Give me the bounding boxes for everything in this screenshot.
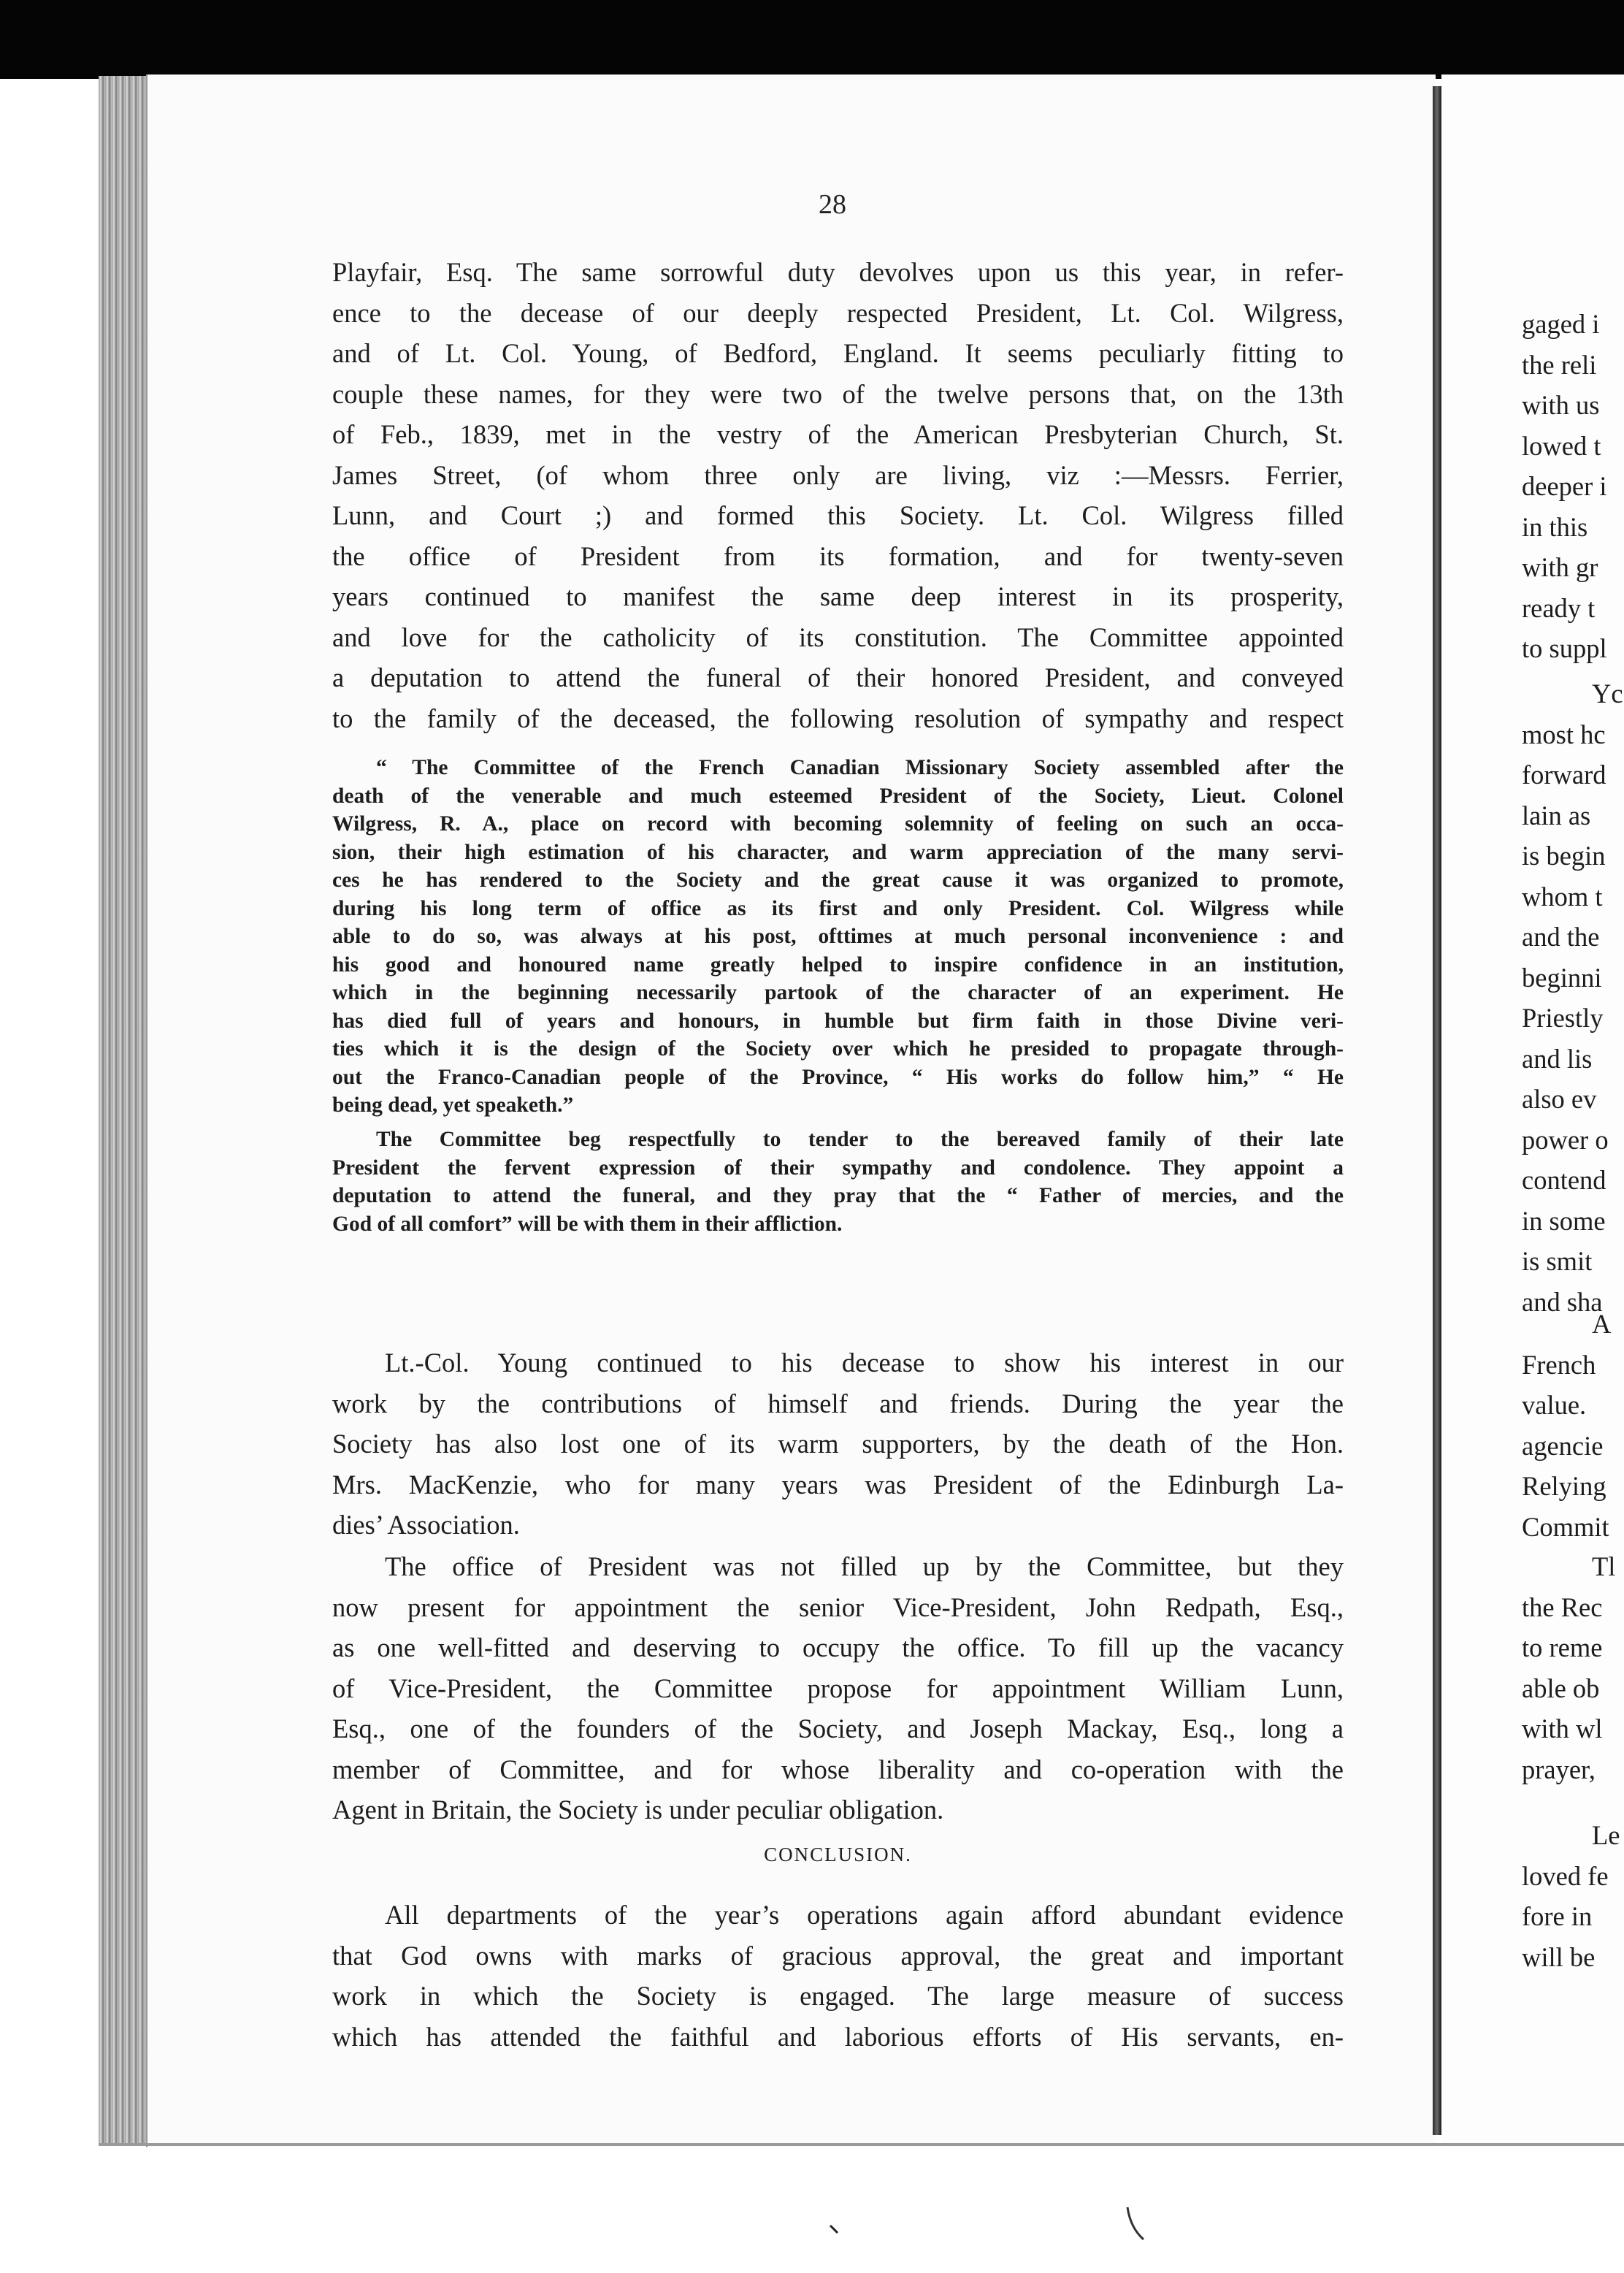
text-line: Agent in Britain, the Society is under peculiar obligation. bbox=[332, 1795, 944, 1825]
right-page-text-block bbox=[1522, 304, 1624, 669]
text-line: has died full of years and honours, in humble but firm faith in those Divine veri- bbox=[332, 1009, 1344, 1033]
right-page-text-block bbox=[1522, 1304, 1624, 1547]
young-paragraph bbox=[332, 1342, 1344, 1546]
text-line: James Street, (of whom three only are living, viz :—Messrs. Ferrier, bbox=[332, 459, 1344, 490]
president-paragraph bbox=[332, 1546, 1344, 1830]
text-line: loved fe bbox=[1522, 1860, 1609, 1891]
text-line: with gr bbox=[1522, 552, 1598, 582]
text-line: to the family of the deceased, the following resolution of sympathy and respect bbox=[332, 703, 1344, 733]
text-line: God of all comfort” will be with them in their affliction. bbox=[332, 1212, 843, 1236]
text-line: All departments of the year’s operations again afford abundant evidence bbox=[385, 1900, 1344, 1930]
text-line: that God owns with marks of gracious approval, the great and important bbox=[332, 1940, 1344, 1971]
text-line: forward bbox=[1522, 760, 1606, 790]
text-line: work by the contributions of himself and friends. During the year the bbox=[332, 1388, 1344, 1418]
text-line: his good and honoured name greatly helped to inspire confidence in an institution, bbox=[332, 952, 1344, 977]
scan-speck bbox=[829, 2224, 839, 2234]
text-line: of Feb., 1839, met in the vestry of the American Presbyterian Church, St. bbox=[332, 419, 1344, 449]
text-line: Lt.-Col. Young continued to his decease to show his interest in our bbox=[385, 1348, 1344, 1378]
text-line: Playfair, Esq. The same sorrowful duty devolves upon us this year, in refer- bbox=[332, 257, 1344, 287]
text-line: “ The Committee of the French Canadian Missionary Society assembled after the bbox=[376, 756, 1344, 779]
text-line: to suppl bbox=[1522, 633, 1607, 663]
text-line: Le bbox=[1592, 1820, 1620, 1850]
text-line: out the Franco-Canadian people of the Province, “ His works do follow him,” “ He bbox=[332, 1065, 1344, 1089]
text-line: and of Lt. Col. Young, of Bedford, England. It seems peculiarly fitting to bbox=[332, 338, 1344, 368]
text-line: power o bbox=[1522, 1124, 1609, 1155]
text-line: able to do so, was always at his post, ofttimes at much personal inconvenience : and bbox=[332, 925, 1344, 948]
text-line: lowed t bbox=[1522, 430, 1601, 461]
text-line: and love for the catholicity of its constitution. The Committee appointed bbox=[332, 622, 1344, 652]
condolence-quote bbox=[332, 1126, 1344, 1238]
text-line: member of Committee, and for whose liberality and co-operation with the bbox=[332, 1754, 1344, 1784]
scan-mark bbox=[1125, 2206, 1146, 2242]
text-line: in some bbox=[1522, 1205, 1606, 1236]
text-line: ties which it is the design of the Society over which he presided to propagate through- bbox=[332, 1037, 1344, 1061]
text-line: and lis bbox=[1522, 1043, 1593, 1074]
text-line: value. bbox=[1522, 1390, 1587, 1420]
text-line: sion, their high estimation of his character, and warm appreciation of the many servi- bbox=[332, 840, 1344, 864]
text-line: ence to the decease of our deeply respected President, Lt. Col. Wilgress, bbox=[332, 297, 1344, 328]
text-line: the office of President from its formation, and for twenty-seven bbox=[332, 540, 1344, 571]
book-gutter bbox=[1433, 86, 1441, 2135]
text-line: whom t bbox=[1522, 881, 1603, 912]
text-line: A bbox=[1592, 1309, 1612, 1339]
text-line: dies’ Association. bbox=[332, 1510, 520, 1540]
right-page-text-block bbox=[1522, 1546, 1624, 1789]
text-line: Yc bbox=[1592, 679, 1623, 708]
text-line: Tl bbox=[1592, 1551, 1616, 1581]
resolution-quote bbox=[332, 754, 1344, 1120]
page-bottom-edge bbox=[99, 2143, 1624, 2146]
text-line: ces he has rendered to the Society and the great cause it was organized to promote, bbox=[332, 868, 1344, 892]
right-page-text-block bbox=[1522, 673, 1624, 1322]
text-line: Wilgress, R. A., place on record with becoming solemnity of feeling on such an occa- bbox=[332, 812, 1344, 836]
text-line: The office of President was not filled up by the Committee, but they bbox=[385, 1551, 1344, 1581]
text-line: with wl bbox=[1522, 1714, 1603, 1743]
text-line: couple these names, for they were two of the twelve persons that, on the 13th bbox=[332, 378, 1344, 409]
text-line: also ev bbox=[1522, 1084, 1597, 1114]
text-line: Mrs. MacKenzie, who for many years was President of the Edinburgh La- bbox=[332, 1469, 1344, 1500]
text-line: President the fervent expression of their sympathy and condolence. They appoint a bbox=[332, 1155, 1344, 1180]
text-line: and the bbox=[1522, 922, 1600, 952]
section-heading: CONCLUSION. bbox=[764, 1844, 912, 1865]
text-line: fore in bbox=[1522, 1901, 1593, 1931]
text-line: prayer, bbox=[1522, 1754, 1596, 1784]
text-line: work in which the Society is engaged. The large measure of success bbox=[332, 1981, 1344, 2011]
text-line: being dead, yet speaketh.” bbox=[332, 1093, 574, 1117]
text-line: agencie bbox=[1522, 1430, 1604, 1461]
text-line: and sha bbox=[1522, 1286, 1603, 1317]
intro-paragraph bbox=[332, 252, 1344, 738]
text-line: most hc bbox=[1522, 719, 1606, 749]
text-line: during his long term of office as its first and only President. Col. Wilgress while bbox=[332, 896, 1344, 920]
scanner-background bbox=[0, 0, 1624, 79]
text-line: as one well-fitted and deserving to occupy the office. To fill up the vacancy bbox=[332, 1632, 1344, 1662]
text-line: lain as bbox=[1522, 800, 1591, 830]
text-line: beginni bbox=[1522, 962, 1602, 993]
text-line: Priestly bbox=[1522, 1003, 1604, 1033]
text-line: Society has also lost one of its warm supporters, by the death of the Hon. bbox=[332, 1429, 1344, 1459]
text-line: deputation to attend the funeral, and they pray that the “ Father of mercies, and the bbox=[332, 1184, 1344, 1207]
text-line: deeper i bbox=[1522, 471, 1607, 501]
text-line: is smit bbox=[1522, 1246, 1593, 1276]
text-line: Lunn, and Court ;) and formed this Society. Lt. Col. Wilgress filled bbox=[332, 500, 1344, 530]
text-line: a deputation to attend the funeral of their honored President, and conveyed bbox=[332, 662, 1344, 692]
text-line: is begin bbox=[1522, 841, 1606, 871]
text-line: The Committee beg respectfully to tender to the bereaved family of their late bbox=[376, 1128, 1344, 1151]
text-line: Commit bbox=[1522, 1511, 1609, 1542]
text-line: years continued to manifest the same deep interest in its prosperity, bbox=[332, 581, 1344, 611]
text-line: in this bbox=[1522, 511, 1588, 542]
page-number: 28 bbox=[819, 189, 846, 220]
text-line: Esq., one of the founders of the Society, and Joseph Mackay, Esq., long a bbox=[332, 1714, 1344, 1743]
text-line: which in the beginning necessarily partook of the character of an experiment. He bbox=[332, 981, 1344, 1004]
text-line: Relying bbox=[1522, 1471, 1606, 1501]
text-line: ready t bbox=[1522, 592, 1596, 623]
text-line: French bbox=[1522, 1349, 1596, 1380]
conclusion-paragraph bbox=[332, 1895, 1344, 2057]
text-line: gaged i bbox=[1522, 309, 1600, 339]
text-line: death of the venerable and much esteemed President of the Society, Lieut. Colonel bbox=[332, 784, 1344, 808]
text-line: which has attended the faithful and laborious efforts of His servants, en- bbox=[332, 2021, 1344, 2052]
text-line: to reme bbox=[1522, 1632, 1603, 1662]
text-line: will be bbox=[1522, 1941, 1596, 1972]
text-line: able ob bbox=[1522, 1673, 1600, 1703]
text-line: the Rec bbox=[1522, 1592, 1603, 1622]
text-line: of Vice-President, the Committee propose for appointment William Lunn, bbox=[332, 1673, 1344, 1703]
text-line: the reli bbox=[1522, 349, 1597, 380]
right-page-text-block bbox=[1522, 1815, 1624, 1977]
book-page-edges bbox=[99, 76, 150, 2144]
text-line: now present for appointment the senior Vice-President, John Redpath, Esq., bbox=[332, 1592, 1344, 1622]
text-line: contend bbox=[1522, 1165, 1606, 1195]
text-line: with us bbox=[1522, 390, 1600, 420]
